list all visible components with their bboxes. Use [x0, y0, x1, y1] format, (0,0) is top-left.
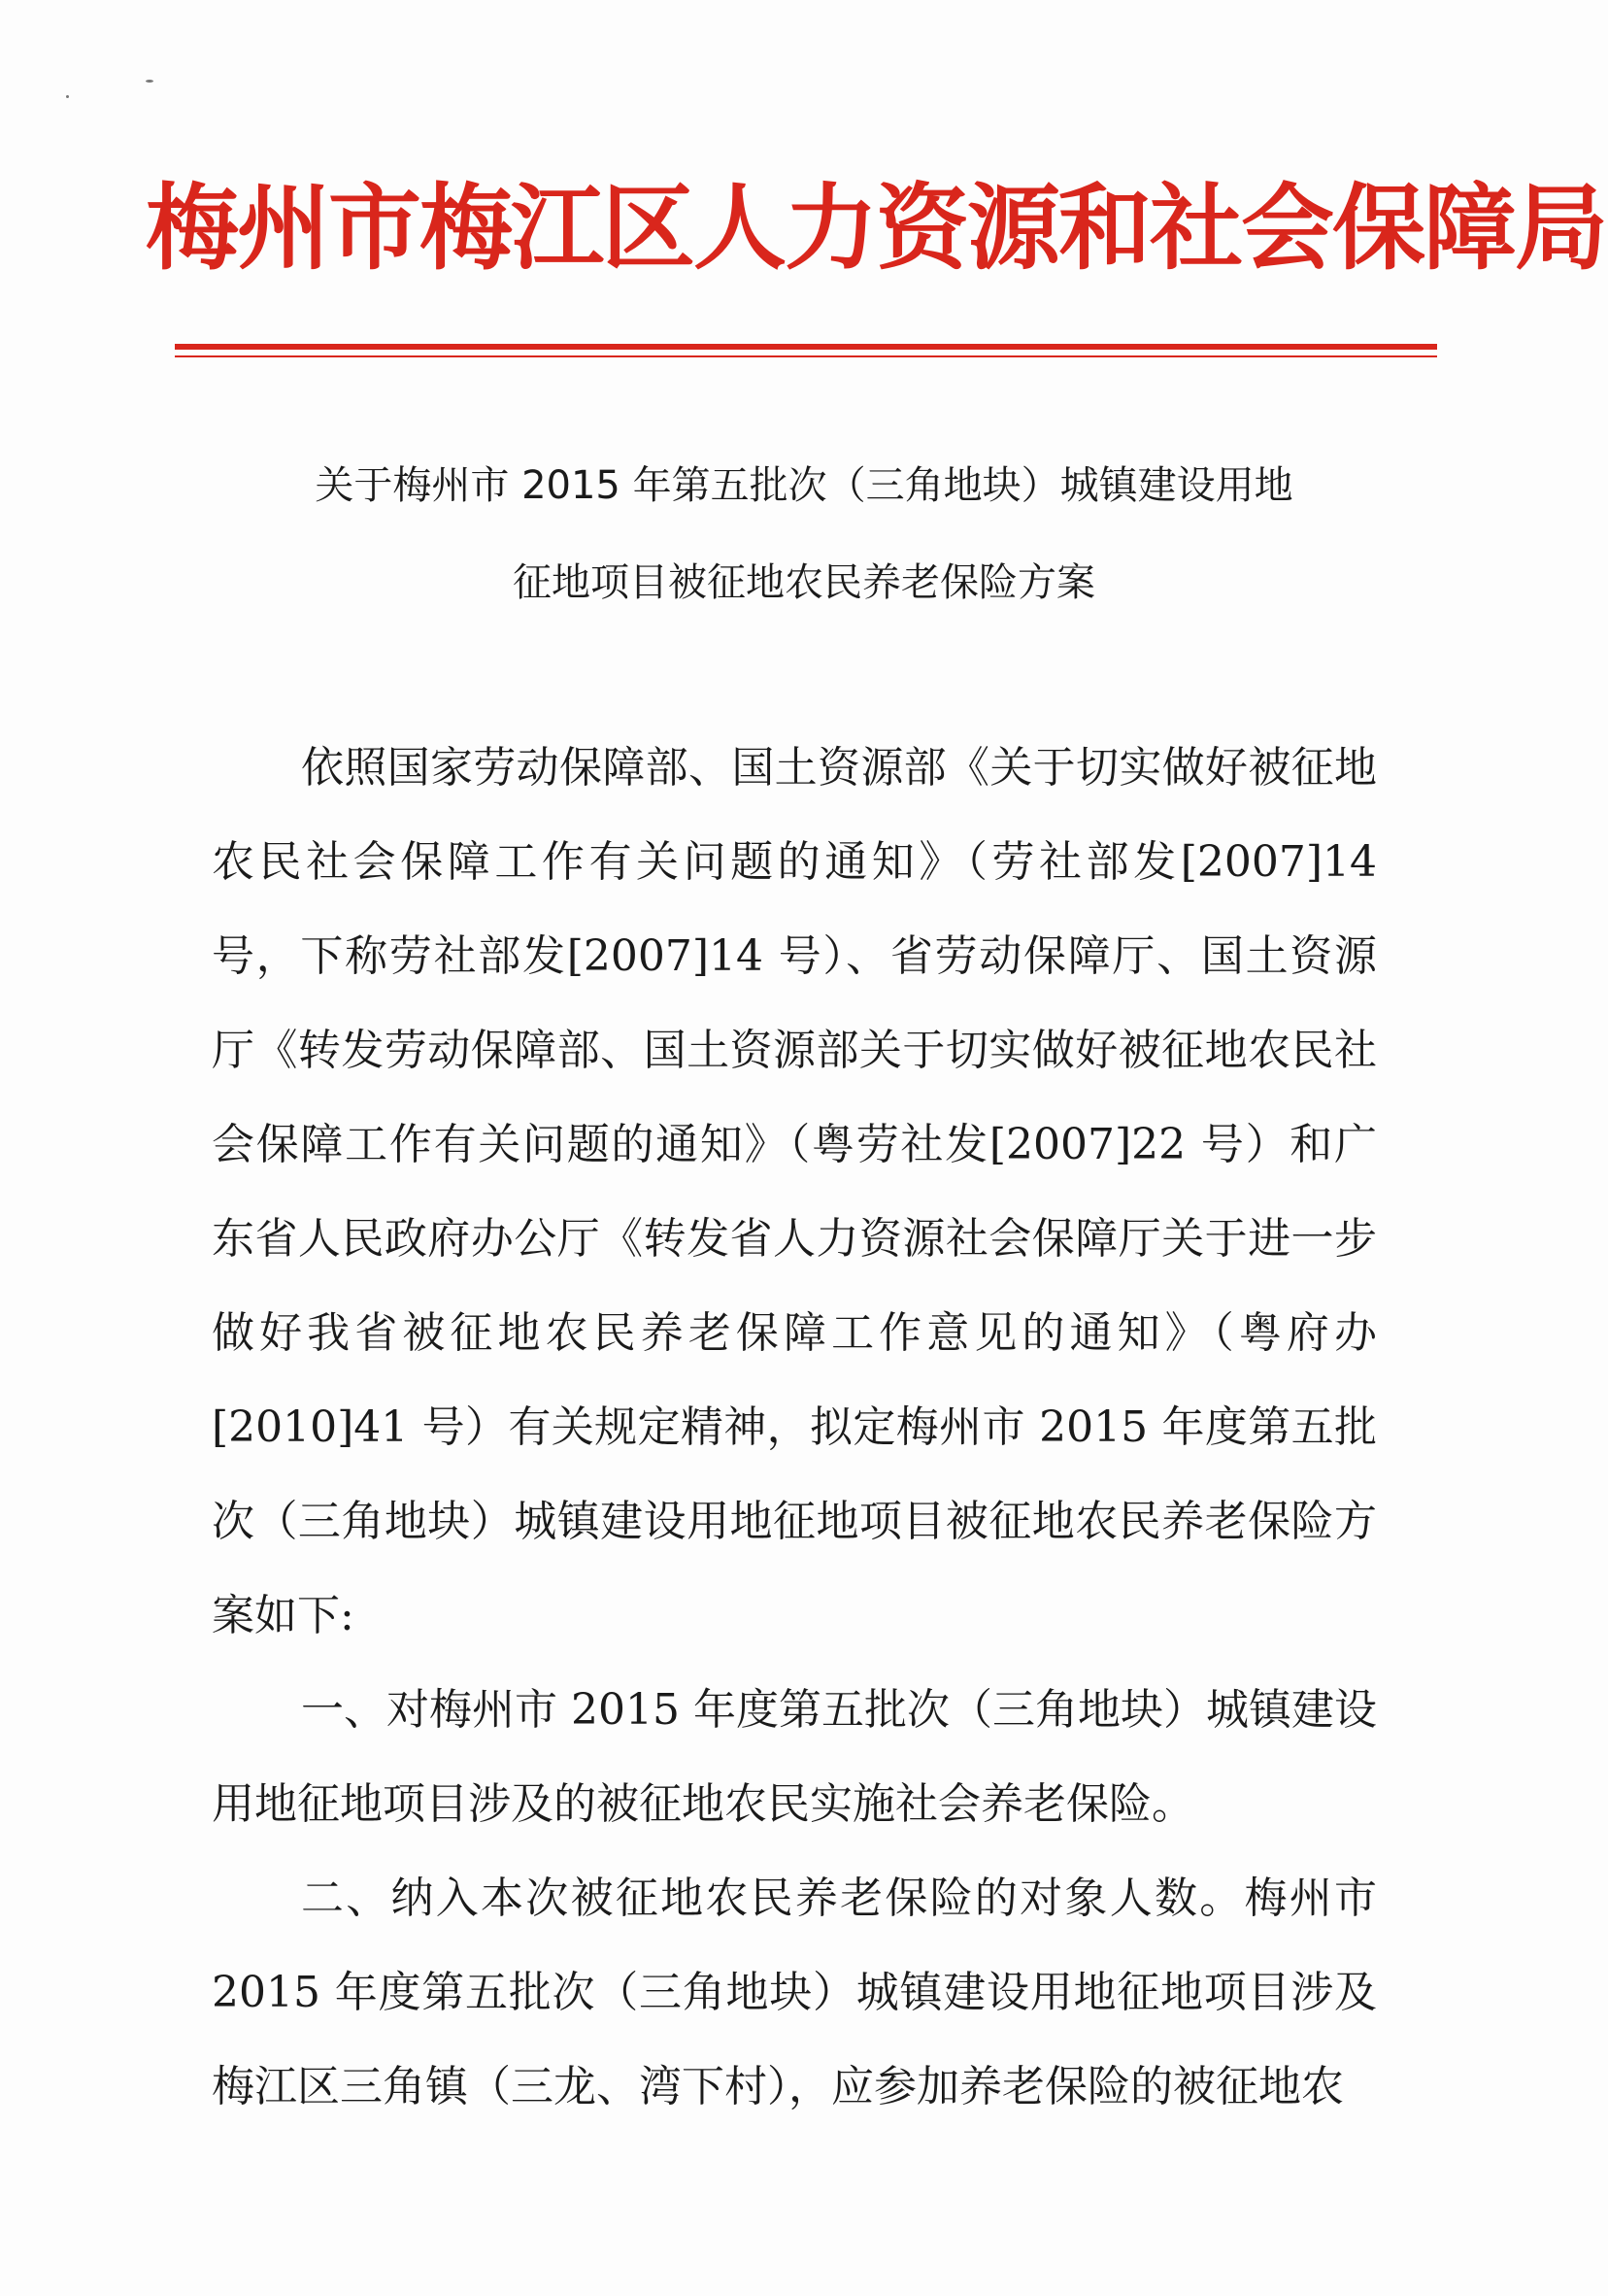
scan-speck — [146, 80, 153, 83]
body-paragraph-basis: 依照国家劳动保障部、国土资源部《关于切实做好被征地农民社会保障工作有关问题的通知》（劳社部发[2007]14 号，下称劳社部发[2007]14 号）、省劳动保障厅、国土资源厅《转发劳动保障部、国土资源部关于切实做好被征地农民社会保障工作有关问题的通知》（粤劳社发[2007]22 号）和广东省人民政府办公厅《转发省人力资源社会保障厅关于进一步做好我省被征地农民养老保障工作意见的通知》（粤府办[2010]41 号）有关规定精神，拟定梅州市 2015 年度第五批次（三角地块）城镇建设用地征地项目被征地农民养老保险方案如下: — [212, 743, 1377, 1640]
document-title-line-1: 关于梅州市 2015 年第五批次（三角地块）城镇建设用地 — [315, 463, 1293, 508]
body-paragraph-item-1: 一、对梅州市 2015 年度第五批次（三角地块）城镇建设用地征地项目涉及的被征地农民实施社会养老保险。 — [212, 1685, 1377, 1829]
document-title-line-2: 征地项目被征地农民养老保险方案 — [513, 560, 1095, 605]
scan-speck — [66, 95, 69, 98]
body-paragraph-item-2: 二、纳入本次被征地农民养老保险的对象人数。梅州市 2015 年度第五批次（三角地块）城镇建设用地征地项目涉及梅江区三角镇（三龙、湾下村），应参加养老保险的被征地农 — [212, 1874, 1377, 2111]
letterhead-org-name: 梅州市梅江区人力资源和社会保障局 — [146, 173, 1606, 283]
letterhead-red-rule-thick — [175, 344, 1437, 350]
document-body — [212, 721, 1377, 2134]
letterhead-red-rule-thin — [175, 355, 1437, 357]
